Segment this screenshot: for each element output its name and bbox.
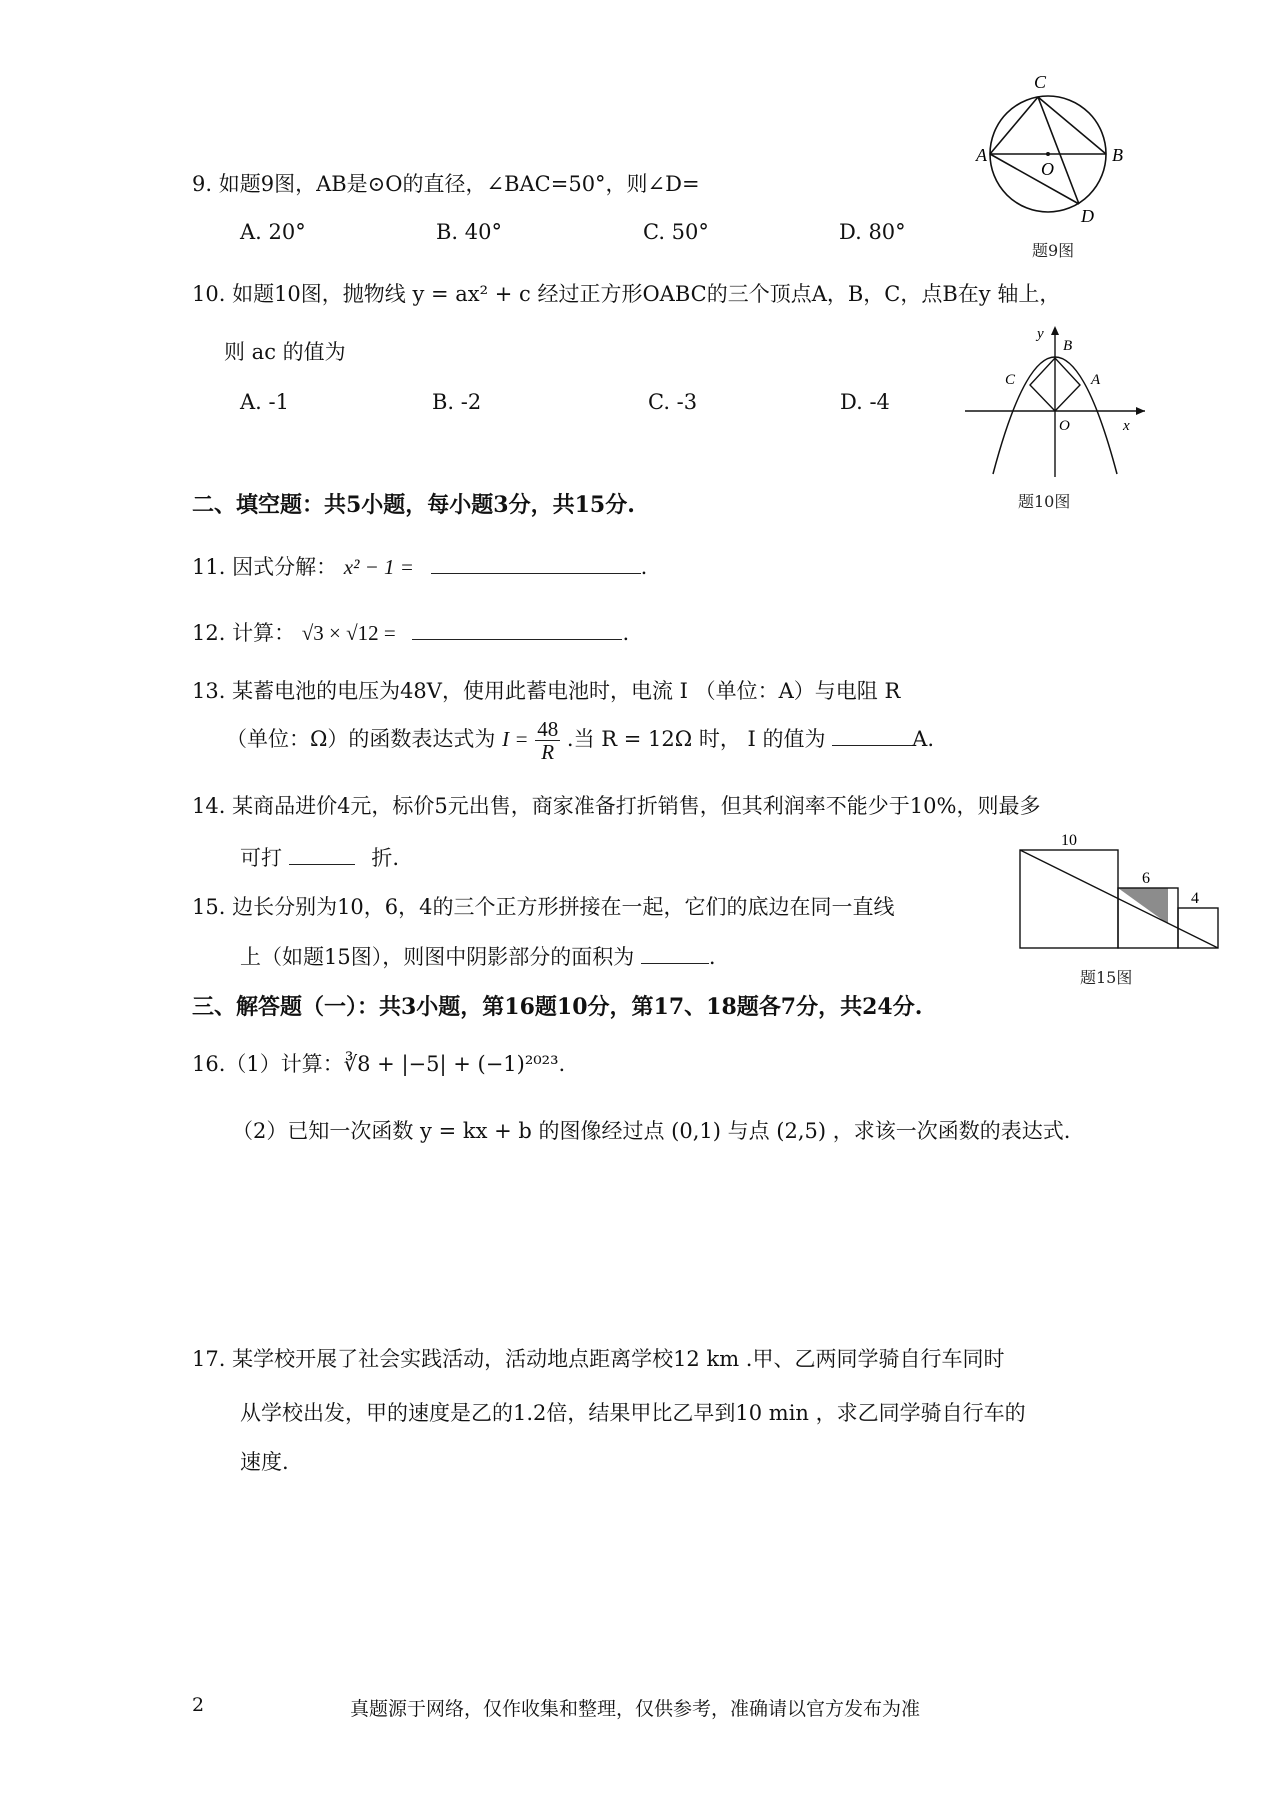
q17-line-1: 17. 某学校开展了社会实践活动，活动地点距离学校12 km .甲、乙两同学骑自行车同时 (192, 1347, 1005, 1371)
q15-answer-blank[interactable] (641, 943, 709, 964)
q13-line-2b: .当 R = 12Ω 时， I 的值为 (566, 727, 826, 752)
q10-option-d: D. -4 (840, 390, 890, 414)
q11 (192, 551, 647, 581)
page-number: 2 (192, 1694, 205, 1716)
q10-label-b: B (1063, 338, 1073, 354)
q12-end: . (622, 621, 630, 645)
q10-label-x: x (1123, 418, 1130, 434)
q9-option-a: A. 20° (240, 220, 306, 244)
q13-frac-numerator: 48 (537, 717, 559, 741)
q10-option-a: A. -1 (240, 390, 289, 414)
q12-answer-blank[interactable] (412, 619, 622, 640)
section-3-title: 三、解答题（一）：共3小题，第16题10分，第17、18题各7分，共24分. (192, 994, 923, 1020)
q11-text: 11. 因式分解： (192, 555, 338, 579)
q15-label-10: 10 (1061, 832, 1077, 849)
q10-option-b: B. -2 (432, 390, 482, 414)
section-2-title: 二、填空题：共5小题，每小题3分，共15分. (192, 492, 635, 518)
q9-option-c: C. 50° (643, 220, 709, 244)
q9-caption: 题9图 (1032, 241, 1075, 260)
q15-label-4: 4 (1191, 890, 1199, 907)
q17-line-2: 从学校出发，甲的速度是乙的1.2倍，结果甲比乙早到10 min ，求乙同学骑自行车的 (240, 1401, 1026, 1425)
q9-center-dot (1046, 152, 1050, 156)
q11-answer-blank[interactable] (431, 553, 641, 574)
q9-chord-ad (990, 154, 1079, 204)
q13-formula-lhs: I = (502, 727, 529, 752)
q15-shaded-region (1118, 888, 1168, 924)
q10-x-arrow (1136, 407, 1145, 415)
q11-end: . (640, 555, 648, 579)
footer-note: 真题源于网络，仅作收集和整理，仅供参考，准确请以官方发布为准 (350, 1698, 921, 1720)
q10-caption: 题10图 (1018, 492, 1071, 511)
q15-figure (1015, 830, 1220, 958)
q9-label-a: A (976, 145, 987, 165)
q9-label-o: O (1041, 159, 1054, 179)
q16-part-2: （2）已知一次函数 y = kx + b 的图像经过点 (0,1) 与点 (2,5) ，求该一次函数的表达式. (232, 1119, 1071, 1143)
q14-answer-blank[interactable] (289, 844, 355, 865)
q15-end: . (708, 945, 716, 969)
q15-line-2 (240, 941, 716, 971)
q13-fraction (535, 718, 560, 763)
q9-label-b: B (1112, 145, 1123, 165)
q14-line-1: 14. 某商品进价4元，标价5元出售，商家准备打折销售，但其利润率不能少于10%，则最多 (192, 794, 1041, 818)
q9-label-d: D (1081, 206, 1094, 226)
q9-label-c: C (1034, 72, 1047, 92)
q13-frac-denominator: R (541, 740, 555, 765)
q13-line-2a: （单位：Ω）的函数表达式为 (226, 727, 496, 752)
q15-square-4 (1178, 908, 1218, 948)
q17-line-3: 速度. (240, 1450, 289, 1474)
q9-chord-cd (1038, 97, 1079, 204)
q12-expr: √3 × √12 = (301, 621, 396, 645)
q13-line-1: 13. 某蓄电池的电压为48V，使用此蓄电池时，电流 I （单位：A）与电阻 R (192, 679, 901, 703)
q15-label-6: 6 (1142, 870, 1150, 887)
q9-option-b: B. 40° (436, 220, 503, 244)
q15-line-1: 15. 边长分别为10，6，4的三个正方形拼接在一起，它们的底边在同一直线 (192, 895, 895, 919)
q10-stem: 10. 如题10图，抛物线 y = ax² + c 经过正方形OABC的三个顶点A，B，C，点B在y 轴上， (192, 282, 1061, 306)
q13-answer-blank[interactable] (832, 725, 912, 746)
q13-unit: A. (912, 727, 934, 752)
q15-square-10 (1020, 850, 1118, 948)
q10-figure (955, 322, 1155, 482)
q9-option-d: D. 80° (839, 220, 906, 244)
q9-stem: 9. 如题9图，AB是⊙O的直径，∠BAC=50°，则∠D= (192, 172, 700, 196)
q15-line-2a: 上（如题15图），则图中阴影部分的面积为 (240, 945, 635, 969)
q10-label-o: O (1059, 418, 1070, 434)
q12 (192, 617, 629, 647)
q10-label-y: y (1037, 326, 1044, 342)
q14-line-2b: 折. (371, 846, 400, 870)
q13-line-2 (226, 718, 934, 763)
q10-option-c: C. -3 (648, 390, 698, 414)
q10-y-arrow (1051, 326, 1059, 335)
q14-line-2 (240, 842, 399, 872)
q12-text: 12. 计算： (192, 621, 296, 645)
q11-expr: x² − 1 = (343, 555, 414, 579)
q10-label-c: C (1005, 372, 1016, 388)
q10-label-a: A (1091, 372, 1101, 388)
q14-line-2a: 可打 (240, 846, 282, 870)
q16-part-1: 16.（1）计算：∛8 + |−5| + (−1)²⁰²³. (192, 1052, 566, 1076)
q15-diagonal-line (1020, 850, 1218, 948)
q15-caption: 题15图 (1080, 968, 1133, 987)
q10-stem-2: 则 ac 的值为 (224, 340, 346, 364)
